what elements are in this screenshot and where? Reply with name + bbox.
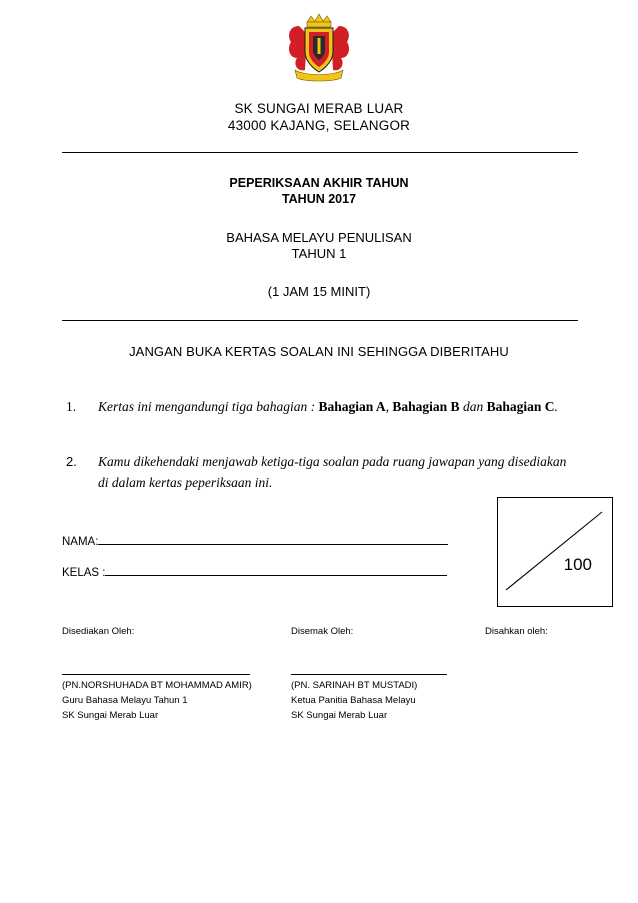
exam-subject: BAHASA MELAYU PENULISAN [226, 230, 412, 245]
exam-title: PEPERIKSAAN AKHIR TAHUN [229, 176, 409, 190]
instruction-2: 2. Kamu dikehendaki menjawab ketiga-tiga soalan pada ruang jawapan yang disediakan di dalam kertas peperiksaan ini. [98, 451, 578, 493]
name-label: NAMA: [62, 536, 99, 548]
checked-by-label: Disemak Oleh: [291, 626, 354, 637]
checked-by-block [291, 678, 417, 723]
name-line[interactable] [98, 534, 448, 545]
warning-notice: JANGAN BUKA KERTAS SOALAN INI SEHINGGA DIBERITAHU [129, 344, 509, 359]
instruction-number: 1. [66, 399, 77, 414]
instruction-number: 2. [66, 454, 77, 469]
prepared-school: SK Sungai Merab Luar [62, 710, 159, 721]
approved-by-label: Disahkan oleh: [485, 626, 548, 637]
class-field[interactable] [62, 565, 447, 579]
prepared-by-label: Disediakan Oleh: [62, 626, 135, 637]
class-label: KELAS : [62, 567, 106, 579]
score-slash [498, 498, 612, 606]
exam-grade: TAHUN 1 [291, 246, 347, 261]
prepared-role: Guru Bahasa Melayu Tahun 1 [62, 695, 188, 706]
checked-signature-line [291, 674, 447, 675]
instruction-1: 1. Kertas ini mengandungi tiga bahagian : Bahagian A, Bahagian B dan Bahagian C. [98, 396, 578, 417]
prepared-signature-line [62, 674, 250, 675]
school-name: SK SUNGAI MERAB LUAR [234, 101, 404, 116]
school-crest-logo [285, 12, 353, 84]
divider-top [62, 152, 578, 153]
name-field[interactable] [62, 534, 448, 548]
checked-role: Ketua Panitia Bahasa Melayu [291, 695, 416, 706]
checked-name: (PN. SARINAH BT MUSTADI) [291, 680, 418, 691]
prepared-name: (PN.NORSHUHADA BT MOHAMMAD AMIR) [62, 680, 252, 691]
school-address: 43000 KAJANG, SELANGOR [227, 118, 411, 133]
divider-bottom [62, 320, 578, 321]
score-total: 100 [563, 555, 592, 574]
prepared-by-block [62, 678, 252, 723]
score-box[interactable] [497, 497, 613, 607]
class-line[interactable] [105, 565, 447, 576]
exam-year: TAHUN 2017 [281, 192, 357, 206]
checked-school: SK Sungai Merab Luar [291, 710, 388, 721]
exam-duration: (1 JAM 15 MINIT) [267, 284, 371, 299]
